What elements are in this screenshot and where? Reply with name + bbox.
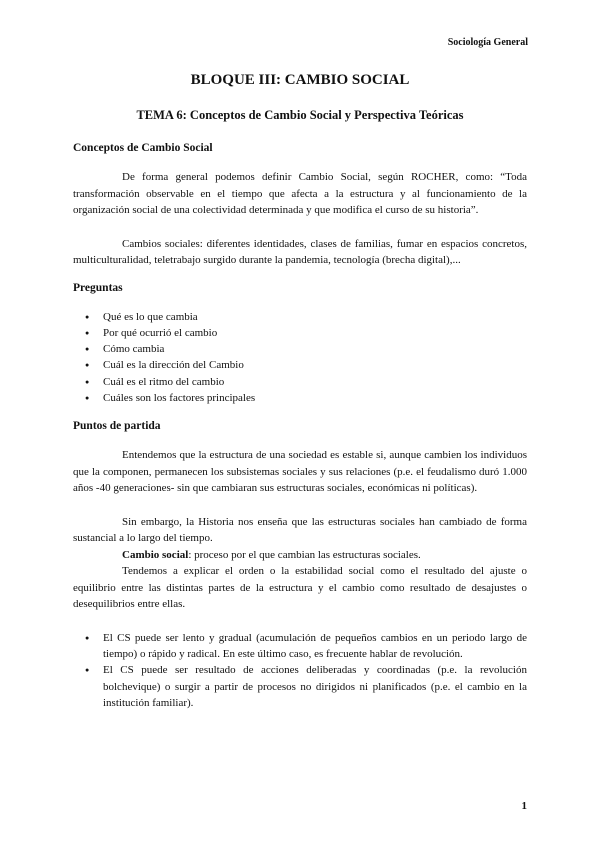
change-bullets <box>73 630 527 711</box>
definition-text: : proceso por el que cambian las estructuras sociales. <box>188 548 421 561</box>
examples-paragraph: Cambios sociales: diferentes identidades, clases de familias, fumar en espacios concretos, multiculturalidad, teletrabajo surgido durante la pandemia, tecnología (brecha digital),... <box>73 237 527 266</box>
list-item: ● Cómo cambia <box>73 341 527 357</box>
list-item: ● Cuál es la dirección del Cambio <box>73 357 527 373</box>
list-item: ● Cuáles son los factores principales <box>73 390 527 406</box>
stability-paragraph: Entendemos que la estructura de una sociedad es estable si, aunque cambien los individuos que la componen, permanecen los subsistemas sociales y sus relaciones (p.e. el feudalismo duró 1.000 años -40 generaciones- sin que cambiaran sus estructuras sociales, económicas ni políticas). <box>73 449 527 495</box>
questions-list <box>73 309 527 407</box>
block-title: BLOQUE III: CAMBIO SOCIAL <box>190 72 410 88</box>
running-header: Sociología General <box>447 37 528 48</box>
section-heading-puntos: Puntos de partida <box>73 420 161 433</box>
page-number: 1 <box>521 800 527 812</box>
order-paragraph: Tendemos a explicar el orden o la estabilidad social como el resultado del ajuste o equilibrio entre las distintas partes de la estructura y el cambio como resultado de desajustes o desequilibrios entre ellas. <box>73 565 527 611</box>
section-heading-conceptos: Conceptos de Cambio Social <box>73 142 213 154</box>
definition-line <box>73 547 527 564</box>
list-item: ● Qué es lo que cambia <box>73 309 527 325</box>
list-item: ● El CS puede ser resultado de acciones deliberadas y coordinadas (p.e. la revolución bolchevique) o surgir a partir de procesos no dirigidos ni planificados (p.e. el cambio en la institución familiar). <box>73 662 527 711</box>
section-heading-preguntas: Preguntas <box>73 281 123 294</box>
topic-subtitle: TEMA 6: Conceptos de Cambio Social y Perspectiva Teóricas <box>136 108 464 122</box>
page-content <box>73 72 527 725</box>
definition-term: Cambio social <box>122 548 189 561</box>
history-paragraph: Sin embargo, la Historia nos enseña que las estructuras sociales han cambiado de forma sustancial a lo largo del tiempo. <box>73 515 527 545</box>
definition-paragraph: De forma general podemos definir Cambio Social, según ROCHER, como: “Toda transformación observable en el tiempo que afecta a la estructura y al funcionamiento de la organización social de una colectividad determinada y que modifica el curso de su historia”. <box>73 171 527 216</box>
list-item: ● Por qué ocurrió el cambio <box>73 325 527 341</box>
list-item: ● Cuál es el ritmo del cambio <box>73 374 527 390</box>
list-item: ● El CS puede ser lento y gradual (acumulación de pequeños cambios en un periodo largo de tiempo) o rápido y radical. En este último caso, es frecuente hablar de revolución. <box>73 630 527 663</box>
